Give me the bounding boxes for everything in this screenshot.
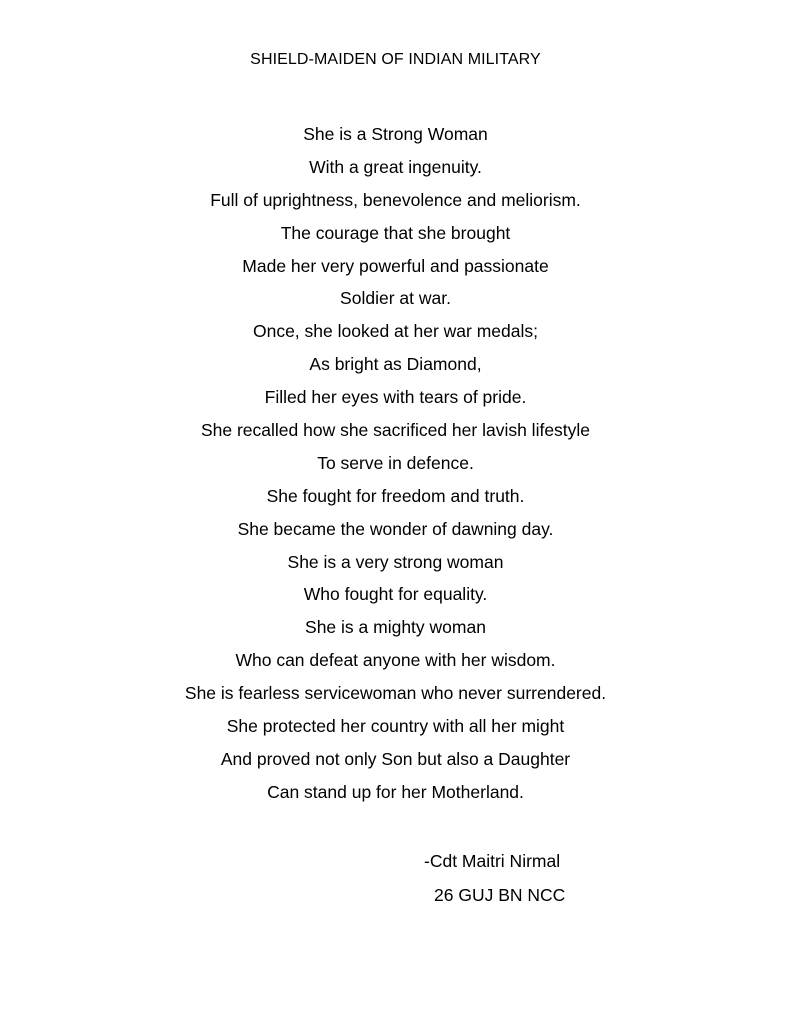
poem-line: Can stand up for her Motherland.: [267, 781, 524, 802]
poem-line: With a great ingenuity.: [309, 156, 482, 177]
poem-line: As bright as Diamond,: [309, 354, 482, 375]
poem-line: She is a very strong woman: [287, 551, 504, 572]
poem-line: She protected her country with all her might: [226, 716, 565, 737]
poem-line: Who fought for equality.: [303, 584, 488, 605]
poem-line: She is a mighty woman: [305, 617, 486, 638]
poem-line: And proved not only Son but also a Daughter: [220, 748, 571, 769]
poem-title: SHIELD-MAIDEN OF INDIAN MILITARY: [250, 51, 541, 68]
poem-line: Who can defeat anyone with her wisdom.: [235, 650, 556, 671]
poem-line: She became the wonder of dawning day.: [237, 518, 554, 539]
poem-line: She fought for freedom and truth.: [266, 485, 525, 506]
poem-line: She is fearless servicewoman who never surrendered.: [184, 683, 607, 704]
author-unit: 26 GUJ BN NCC: [434, 885, 566, 905]
poem-line: Once, she looked at her war medals;: [252, 321, 538, 342]
poem-line: She recalled how she sacrificed her lavish lifestyle: [200, 420, 591, 441]
poem-line: She is a Strong Woman: [303, 124, 488, 144]
poem-line: Made her very powerful and passionate: [242, 255, 549, 276]
poem-line: To serve in defence.: [317, 452, 474, 473]
poem-line: Soldier at war.: [340, 288, 451, 309]
poem-line: The courage that she brought: [280, 222, 511, 243]
author-signature: -Cdt Maitri Nirmal: [424, 851, 561, 871]
poem-line: Full of uprightness, benevolence and meliorism.: [210, 189, 581, 210]
poem-line: Filled her eyes with tears of pride.: [264, 387, 527, 408]
poem-body: [0, 122, 791, 813]
